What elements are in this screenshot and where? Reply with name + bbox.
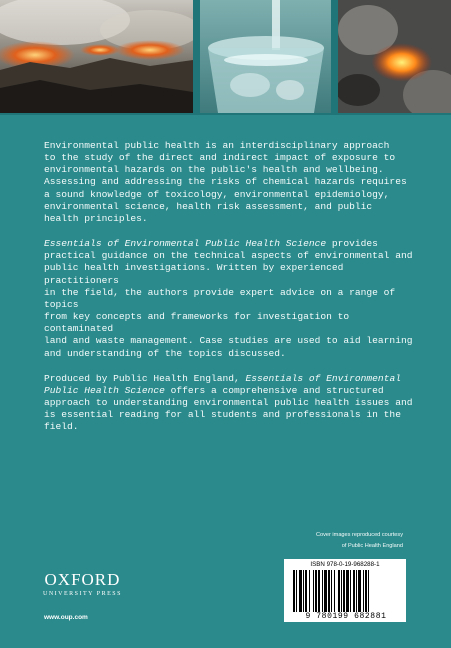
water-glass-photo: [200, 0, 331, 113]
publisher-logo: [43, 571, 122, 597]
isbn-barcode: [284, 559, 406, 622]
publisher-website: www.oup.com: [44, 614, 88, 621]
blurb-paragraph-3-text: offers a comprehensive and structured approach to understanding environmental public health issues and is essential reading for all students and professionals in the field.: [44, 384, 413, 433]
book-title: Essentials of Environmental Public Health Science: [44, 238, 327, 250]
publisher-subtitle: UNIVERSITY PRESS: [43, 591, 122, 597]
fire-embers-photo: [338, 0, 451, 113]
burning-landfill-photo: [0, 0, 193, 113]
barcode-number: 9 780199 682881: [305, 612, 387, 621]
back-cover-blurb: [44, 140, 414, 446]
cover-photo-strip: [0, 0, 451, 115]
image-credit-line-1: Cover images reproduced courtesy: [315, 532, 403, 538]
image-credit-line-2: of Public Health England: [341, 542, 403, 549]
blurb-paragraph-2: [44, 238, 414, 360]
blurb-paragraph-2-text: provides practical guidance on the technical aspects of environmental and public health investigations. Written by experienced practitioners in the field, the authors provide expert advice on a range of topics from key concepts and frameworks for investigation to contaminated land and waste management. Case studies are used to aid learning and understanding of the topics discussed.: [44, 238, 413, 359]
blurb-paragraph-3-lead: Produced by Public Health England,: [44, 372, 246, 384]
publisher-name: OXFORD: [44, 570, 121, 589]
barcode-bars: [293, 570, 397, 612]
blurb-paragraph-1: Environmental public health is an interdisciplinary approach to the study of the direct and indirect impact of exposure to environmental hazards on the public's health and wellbeing. Assessing and addressing the risks of chemical hazards requires a sound knowledge of toxicology, environmental epidemiology, environmental science, health risk assessment, and public health principles.: [44, 140, 407, 224]
book-title: Essentials of Environmental Public Health Science: [44, 372, 401, 396]
image-credit: [316, 530, 403, 551]
blurb-paragraph-3: [44, 373, 414, 434]
isbn-label: ISBN 978-0-19-968288-1: [310, 561, 380, 568]
